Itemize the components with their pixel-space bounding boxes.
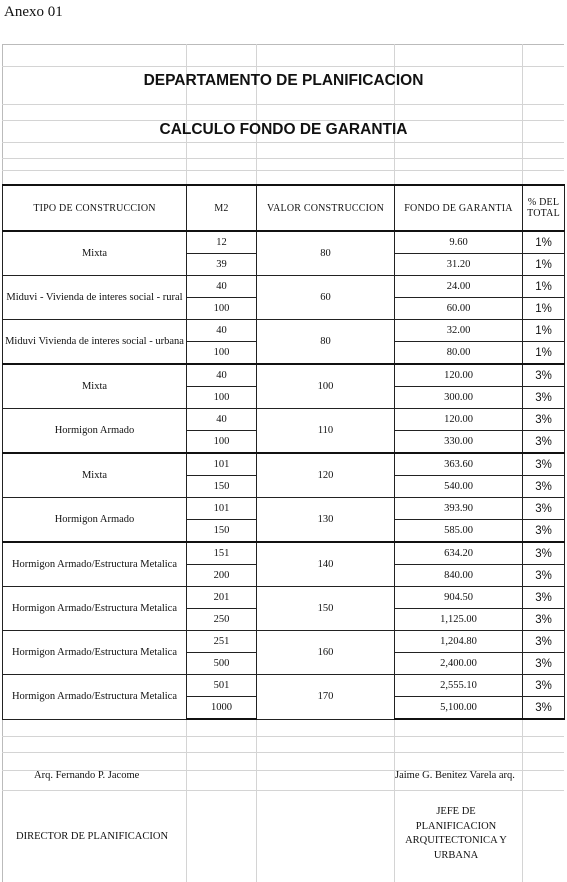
head-name: Jaime G. Benitez Varela arq.	[395, 770, 515, 781]
cell-pct: 3%	[523, 697, 565, 720]
cell-tipo: Hormigon Armado	[3, 498, 187, 543]
table-row	[3, 364, 565, 387]
cell-tipo: Hormigon Armado/Estructura Metalica	[3, 675, 187, 720]
cell-valor: 130	[257, 498, 395, 543]
cell-pct: 3%	[523, 476, 565, 498]
cell-fondo: 330.00	[395, 431, 523, 454]
cell-fondo: 24.00	[395, 276, 523, 298]
head-title-line: URBANA	[433, 849, 479, 861]
cell-fondo: 80.00	[395, 342, 523, 365]
cell-m2: 101	[187, 453, 257, 476]
cell-pct: 1%	[523, 254, 565, 276]
cell-pct: 1%	[523, 320, 565, 342]
cell-fondo: 120.00	[395, 409, 523, 431]
cell-m2: 39	[187, 254, 257, 276]
cell-pct: 1%	[523, 342, 565, 365]
cell-tipo: Hormigon Armado	[3, 409, 187, 454]
grid-line	[2, 158, 564, 159]
department-title: DEPARTAMENTO DE PLANIFICACION	[143, 72, 424, 89]
cell-tipo: Miduvi Vivienda de interes social - urbana	[3, 320, 187, 365]
grid-line	[256, 44, 257, 184]
cell-fondo: 2,555.10	[395, 675, 523, 697]
cell-valor: 150	[257, 587, 395, 631]
cell-pct: 3%	[523, 609, 565, 631]
cell-m2: 100	[187, 431, 257, 454]
cell-valor: 60	[257, 276, 395, 320]
cell-fondo: 1,204.80	[395, 631, 523, 653]
head-title-line: PLANIFICACION	[415, 820, 497, 832]
head-title	[392, 805, 520, 863]
column-header-valor: VALOR CONSTRUCCION	[257, 185, 395, 231]
cell-valor: 80	[257, 320, 395, 365]
grid-line	[2, 142, 564, 143]
cell-m2: 151	[187, 542, 257, 565]
table-row	[3, 453, 565, 476]
grid-line	[2, 104, 564, 105]
cell-m2: 251	[187, 631, 257, 653]
cell-fondo: 2,400.00	[395, 653, 523, 675]
cell-pct: 3%	[523, 498, 565, 520]
grid-line	[186, 716, 187, 882]
cell-pct: 3%	[523, 364, 565, 387]
cell-pct: 3%	[523, 431, 565, 454]
grid-line	[256, 716, 257, 882]
table-row	[3, 631, 565, 653]
director-name: Arq. Fernando P. Jacome	[34, 770, 140, 781]
grid-line	[2, 170, 564, 171]
table-row	[3, 542, 565, 565]
cell-m2: 500	[187, 653, 257, 675]
cell-tipo: Hormigon Armado/Estructura Metalica	[3, 631, 187, 675]
cell-m2: 1000	[187, 697, 257, 720]
cell-m2: 250	[187, 609, 257, 631]
cell-fondo: 32.00	[395, 320, 523, 342]
cell-fondo: 393.90	[395, 498, 523, 520]
table-row	[3, 587, 565, 609]
cell-pct: 3%	[523, 409, 565, 431]
cell-valor: 80	[257, 231, 395, 276]
cell-valor: 110	[257, 409, 395, 454]
cell-fondo: 300.00	[395, 387, 523, 409]
table-row	[3, 409, 565, 431]
cell-m2: 150	[187, 476, 257, 498]
cell-m2: 40	[187, 364, 257, 387]
cell-pct: 1%	[523, 231, 565, 254]
head-title-line: ARQUITECTONICA Y	[405, 835, 507, 846]
cell-fondo: 9.60	[395, 231, 523, 254]
column-header-pct: % DEL TOTAL	[523, 185, 565, 231]
cell-pct: 3%	[523, 565, 565, 587]
cell-pct: 3%	[523, 453, 565, 476]
cell-fondo: 31.20	[395, 254, 523, 276]
cell-m2: 40	[187, 320, 257, 342]
guarantee-fund-table	[2, 184, 565, 720]
cell-valor: 140	[257, 542, 395, 587]
cell-tipo: Mixta	[3, 231, 187, 276]
grid-line	[186, 44, 187, 184]
table-header-row	[3, 185, 565, 231]
grid-line	[2, 66, 564, 67]
grid-line	[2, 790, 564, 791]
column-header-tipo: TIPO DE CONSTRUCCION	[3, 185, 187, 231]
cell-pct: 3%	[523, 653, 565, 675]
cell-fondo: 1,125.00	[395, 609, 523, 631]
cell-pct: 3%	[523, 631, 565, 653]
cell-fondo: 60.00	[395, 298, 523, 320]
cell-pct: 1%	[523, 276, 565, 298]
cell-m2: 150	[187, 520, 257, 543]
grid-line	[522, 44, 523, 184]
cell-fondo: 840.00	[395, 565, 523, 587]
cell-tipo: Miduvi - Vivienda de interes social - rural	[3, 276, 187, 320]
head-title-line: JEFE DE	[436, 806, 476, 817]
cell-m2: 12	[187, 231, 257, 254]
cell-m2: 200	[187, 565, 257, 587]
cell-fondo: 634.20	[395, 542, 523, 565]
grid-line	[2, 752, 564, 753]
table-row	[3, 675, 565, 697]
table-row	[3, 276, 565, 298]
grid-line	[394, 44, 395, 184]
grid-line	[2, 736, 564, 737]
cell-tipo: Hormigon Armado/Estructura Metalica	[3, 542, 187, 587]
cell-m2: 40	[187, 409, 257, 431]
cell-pct: 1%	[523, 298, 565, 320]
cell-fondo: 585.00	[395, 520, 523, 543]
cell-m2: 100	[187, 298, 257, 320]
cell-pct: 3%	[523, 520, 565, 543]
column-header-m2: M2	[187, 185, 257, 231]
annex-label: Anexo 01	[4, 4, 63, 20]
column-header-fondo: FONDO DE GARANTIA	[395, 185, 523, 231]
cell-fondo: 5,100.00	[395, 697, 523, 720]
cell-m2: 101	[187, 498, 257, 520]
table-body	[3, 231, 565, 719]
cell-valor: 120	[257, 453, 395, 498]
cell-m2: 501	[187, 675, 257, 697]
table-row	[3, 231, 565, 254]
cell-valor: 100	[257, 364, 395, 409]
director-title: DIRECTOR DE PLANIFICACION	[16, 831, 169, 842]
cell-m2: 40	[187, 276, 257, 298]
cell-pct: 3%	[523, 675, 565, 697]
table-row	[3, 320, 565, 342]
cell-valor: 160	[257, 631, 395, 675]
cell-valor: 170	[257, 675, 395, 720]
cell-pct: 3%	[523, 542, 565, 565]
cell-tipo: Hormigon Armado/Estructura Metalica	[3, 587, 187, 631]
cell-m2: 201	[187, 587, 257, 609]
grid-line	[522, 716, 523, 882]
cell-pct: 3%	[523, 387, 565, 409]
cell-fondo: 540.00	[395, 476, 523, 498]
cell-fondo: 904.50	[395, 587, 523, 609]
cell-m2: 100	[187, 342, 257, 365]
cell-tipo: Mixta	[3, 453, 187, 498]
cell-fondo: 120.00	[395, 364, 523, 387]
table-row	[3, 498, 565, 520]
cell-m2: 100	[187, 387, 257, 409]
calculation-title: CALCULO FONDO DE GARANTIA	[159, 121, 408, 138]
cell-pct: 3%	[523, 587, 565, 609]
cell-fondo: 363.60	[395, 453, 523, 476]
cell-tipo: Mixta	[3, 364, 187, 409]
